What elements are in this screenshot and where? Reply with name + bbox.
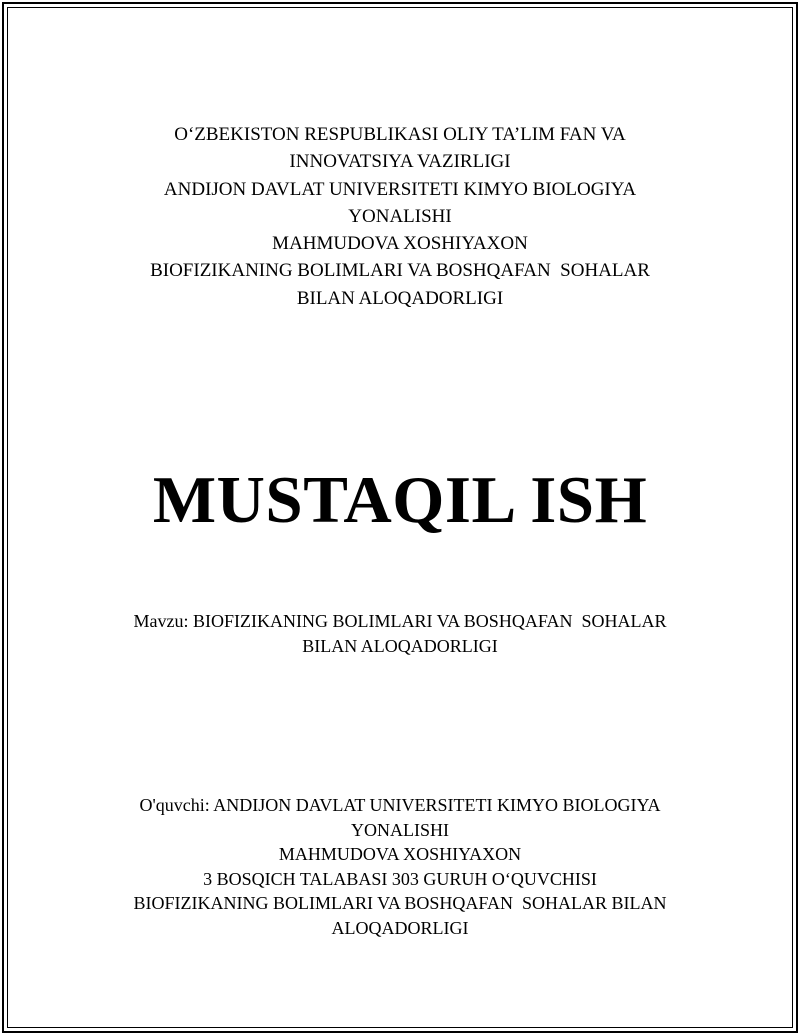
- topic-section: [0, 609, 800, 658]
- header-line: INNOVATSIYA VAZIRLIGI: [289, 151, 511, 173]
- student-line: ALOQADORLIGI: [331, 917, 469, 938]
- student-line: MAHMUDOVA XOSHIYAXON: [278, 844, 522, 864]
- header-line: YONALISHI: [348, 205, 452, 227]
- document-title: MUSTAQIL ISH: [152, 463, 648, 537]
- header-line: O‘ZBEKISTON RESPUBLIKASI OLIY TA’LIM FAN VA: [174, 124, 626, 145]
- topic-line: Mavzu: BIOFIZIKANING BOLIMLARI VA BOSHQAFAN SOHALAR: [133, 611, 667, 631]
- header-line: BILAN ALOQADORLIGI: [296, 287, 504, 309]
- header-line: BIOFIZIKANING BOLIMLARI VA BOSHQAFAN SOHALAR: [150, 260, 650, 282]
- header-line: ANDIJON DAVLAT UNIVERSITETI KIMYO BIOLOGIYA: [163, 178, 637, 200]
- student-line: O'quvchi: ANDIJON DAVLAT UNIVERSITETI KIMYO BIOLOGIYA: [139, 795, 661, 815]
- student-line: 3 BOSQICH TALABASI 303 GURUH O‘QUVCHISI: [203, 868, 597, 889]
- header-line: MAHMUDOVA XOSHIYAXON: [272, 233, 528, 255]
- institution-header: [0, 121, 800, 312]
- student-section: [0, 793, 800, 940]
- topic-line: BILAN ALOQADORLIGI: [302, 635, 498, 656]
- student-line: YONALISHI: [351, 819, 449, 840]
- student-line: BIOFIZIKANING BOLIMLARI VA BOSHQAFAN SOHALAR BILAN: [133, 893, 667, 913]
